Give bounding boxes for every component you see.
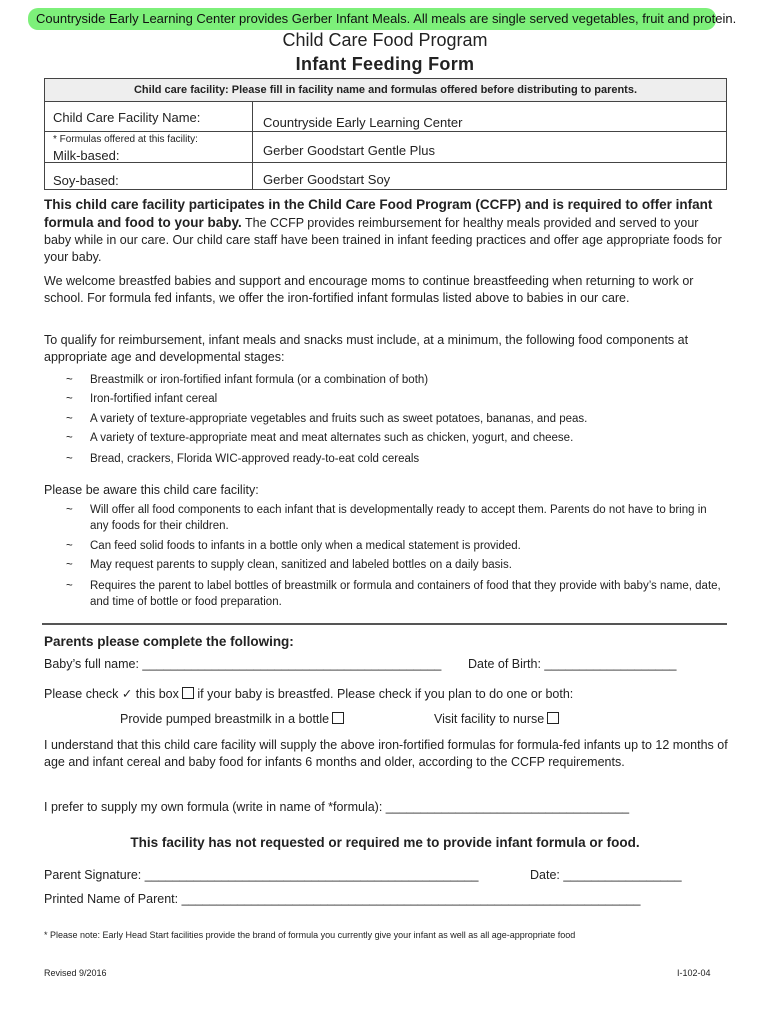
qualify-paragraph: To qualify for reimbursement, infant meals and snacks must include, at a minimum, the following food components at appropriate age and developmental stages:	[44, 333, 689, 364]
breastfed-line	[44, 686, 573, 701]
date-of-birth-field[interactable]: Date of Birth: ___________________	[468, 657, 677, 671]
milk-based-label: Milk-based:	[53, 148, 120, 163]
pumped-option	[120, 712, 344, 726]
facility-table-header: Child care facility: Please fill in facility name and formulas offered before distributing to parents.	[45, 79, 726, 102]
revised-date: Revised 9/2016	[44, 968, 107, 978]
intro-bold: This child care facility participates in the Child Care Food Program (CCFP) and is required to offer infant formula and food to your baby.	[44, 197, 713, 230]
form-id: I-102-04	[677, 968, 711, 978]
facility-name-field[interactable]: Countryside Early Learning Center	[263, 115, 463, 130]
facility-table	[44, 78, 727, 190]
pumped-checkbox[interactable]	[332, 712, 344, 724]
signature-date-field[interactable]: Date: _________________	[530, 868, 682, 882]
breastfed-instruction: if your baby is breastfed. Please check if you plan to do one or both:	[197, 687, 574, 701]
milk-based-field[interactable]: Gerber Goodstart Gentle Plus	[263, 143, 435, 158]
baby-name-field[interactable]: Baby’s full name: ___________________________________________	[44, 657, 442, 671]
soy-based-label: Soy-based:	[53, 173, 119, 188]
printed-name-field[interactable]: Printed Name of Parent: __________________________________________________________________	[44, 892, 641, 906]
understand-paragraph: I understand that this child care facility will supply the above iron-fortified formulas for formula-fed infants up to 12 months of age and infant cereal and baby food for infants 6 months and older, according to the CCFP requirements.	[44, 738, 728, 769]
soy-based-field[interactable]: Gerber Goodstart Soy	[263, 172, 391, 187]
parents-heading: Parents please complete the following:	[44, 634, 294, 649]
own-formula-field[interactable]: I prefer to supply my own formula (write in name of *formula): ___________________________________	[44, 800, 630, 814]
breastfed-check-text: Please check ✓ this box	[44, 687, 179, 701]
intro-paragraph	[44, 196, 728, 266]
aware-heading: Please be aware this child care facility:	[44, 483, 259, 497]
formulas-note: * Formulas offered at this facility:	[53, 134, 198, 145]
footnote: * Please note: Early Head Start facilities provide the brand of formula you currently give your infant as well as all age-appropriate food	[44, 930, 576, 940]
intro-text: The CCFP provides reimbursement for healthy meals provided and served to your baby while in our care. Our child care staff have been trained in infant feeding practices and offer age appropriate foods for your baby.	[44, 216, 722, 264]
not-requested-statement: This facility has not requested or required me to provide infant formula or food.	[130, 835, 640, 850]
parent-signature-field[interactable]: Parent Signature: ________________________________________________	[44, 868, 479, 882]
facility-name-label: Child Care Facility Name:	[53, 110, 201, 125]
visit-checkbox[interactable]	[547, 712, 559, 724]
visit-label: Visit facility to nurse	[434, 712, 545, 726]
breastfeed-paragraph: We welcome breastfed babies and support and encourage moms to continue breastfeeding when returning to work or school. For formula fed infants, we offer the iron-fortified infant formulas listed above to babies in our care.	[44, 274, 694, 305]
visit-option	[434, 712, 559, 726]
breastfed-checkbox[interactable]	[182, 687, 194, 699]
page-title: Child Care Food Program	[282, 30, 488, 50]
banner-notice: Countryside Early Learning Center provides Gerber Infant Meals. All meals are single served vegetables, fruit and protein.	[28, 8, 716, 30]
form-title: Infant Feeding Form	[295, 54, 475, 74]
section-divider	[42, 623, 727, 625]
pumped-label: Provide pumped breastmilk in a bottle	[120, 712, 330, 726]
